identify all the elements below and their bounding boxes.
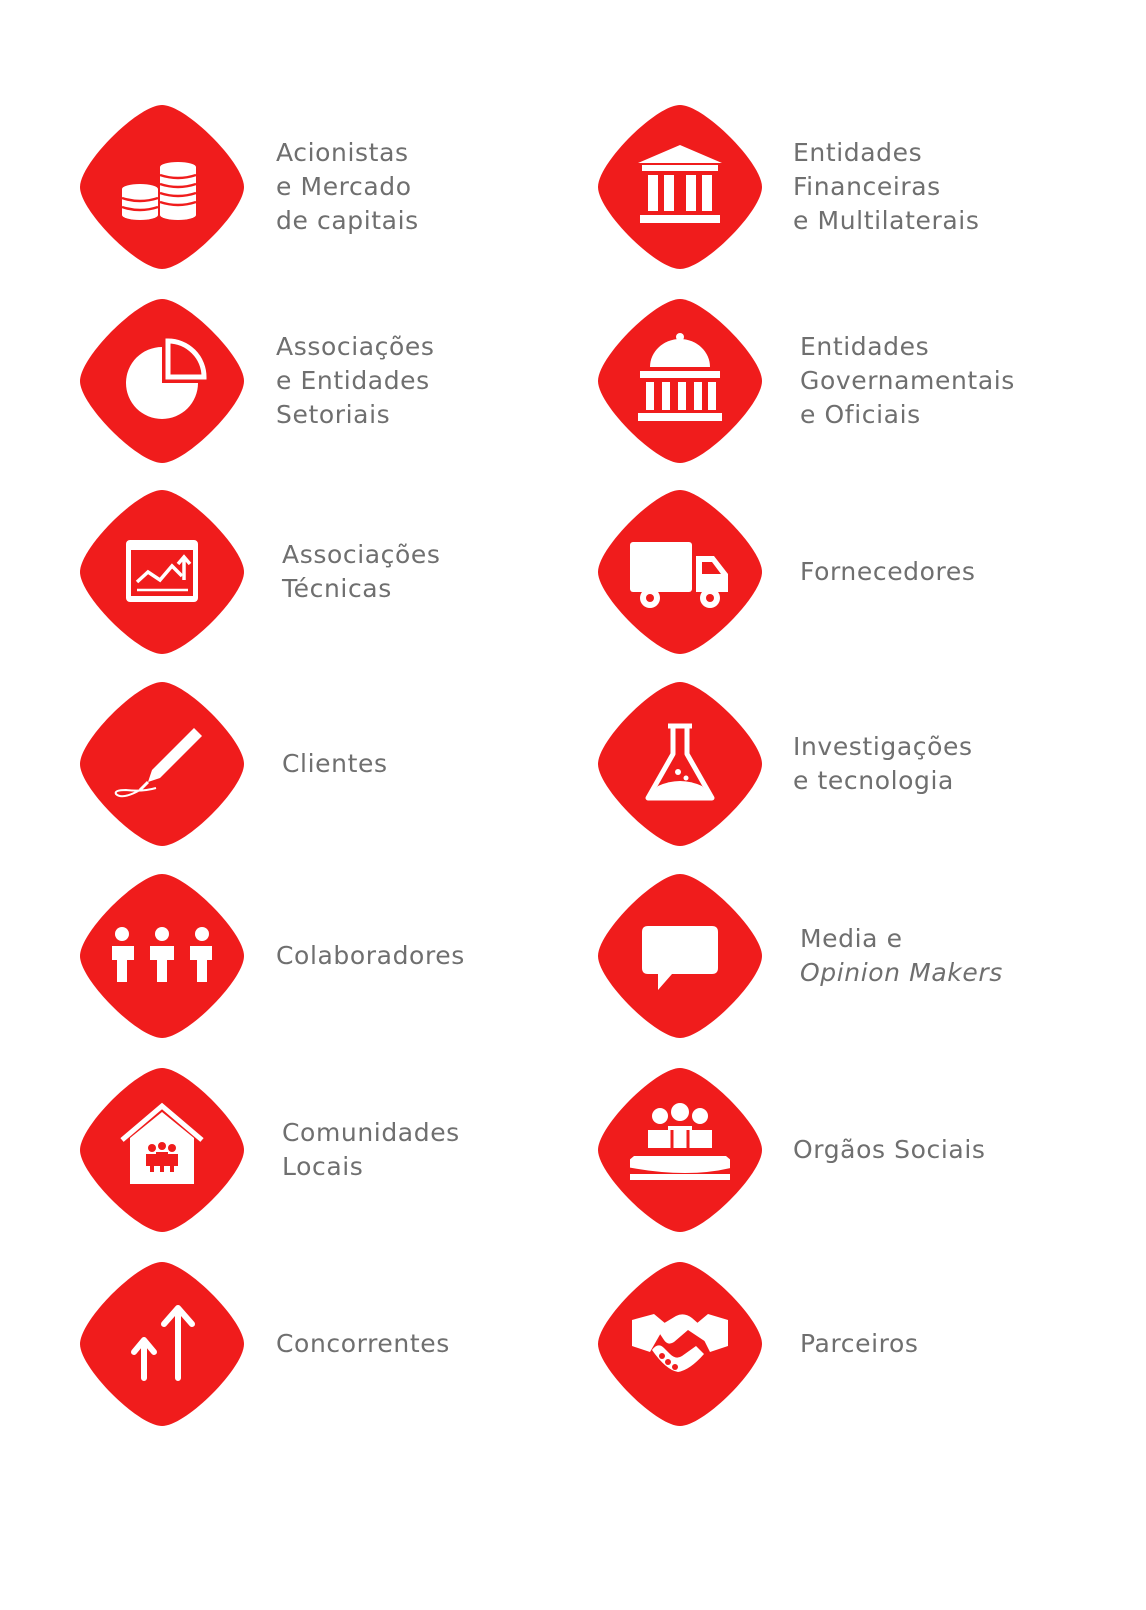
pie-chart-icon — [112, 331, 212, 431]
item-label — [793, 1066, 986, 1234]
label-line: Acionistas — [276, 138, 409, 167]
item-label — [800, 872, 1003, 1040]
label-line: de capitais — [276, 206, 419, 235]
badge — [78, 872, 246, 1040]
stakeholder-item — [78, 872, 578, 1042]
stakeholder-item — [78, 1260, 578, 1430]
capitol-icon — [630, 331, 730, 431]
label-line: e Mercado — [276, 172, 412, 201]
item-label — [800, 297, 1015, 465]
stakeholder-item — [596, 297, 1096, 467]
item-label — [282, 488, 441, 656]
label-line: Associações — [282, 540, 441, 569]
item-label — [282, 1066, 460, 1234]
stakeholder-item — [596, 1066, 1096, 1236]
item-label — [276, 297, 435, 465]
label-line: Associações — [276, 332, 435, 361]
stakeholder-item — [596, 103, 1096, 273]
handshake-icon — [630, 1294, 730, 1394]
arrows-up-icon — [112, 1294, 212, 1394]
badge — [78, 680, 246, 848]
label-line: Setoriais — [276, 400, 391, 429]
label-line: Financeiras — [793, 172, 941, 201]
stakeholder-item — [596, 488, 1096, 658]
truck-icon — [630, 522, 730, 622]
meeting-table-icon — [630, 1100, 730, 1200]
item-label — [276, 872, 465, 1040]
speech-bubble-icon — [630, 906, 730, 1006]
badge — [78, 488, 246, 656]
label-line: e Multilaterais — [793, 206, 980, 235]
badge — [596, 488, 764, 656]
stakeholder-item — [78, 103, 578, 273]
item-label — [800, 488, 975, 656]
label-line: Entidades — [793, 138, 923, 167]
label-line: Locais — [282, 1152, 364, 1181]
badge — [78, 1066, 246, 1234]
item-label — [793, 680, 973, 848]
badge — [78, 1260, 246, 1428]
stakeholder-item — [78, 1066, 578, 1236]
stakeholder-item — [596, 872, 1096, 1042]
label-line-italic: Opinion Makers — [800, 958, 1003, 987]
line-chart-icon — [112, 522, 212, 622]
pen-icon — [112, 714, 212, 814]
badge — [596, 680, 764, 848]
stakeholder-item — [78, 680, 578, 850]
item-label — [282, 680, 388, 848]
label-line: Clientes — [282, 749, 388, 778]
badge — [78, 103, 246, 271]
flask-icon — [630, 714, 730, 814]
coins-icon — [112, 137, 212, 237]
community-house-icon — [112, 1100, 212, 1200]
label-line: Governamentais — [800, 366, 1015, 395]
label-line: Concorrentes — [276, 1329, 450, 1358]
label-line: Parceiros — [800, 1329, 919, 1358]
badge — [596, 103, 764, 271]
label-line: Comunidades — [282, 1118, 460, 1147]
badge — [596, 1260, 764, 1428]
stakeholder-item — [596, 1260, 1096, 1430]
stakeholder-item — [78, 488, 578, 658]
badge — [596, 297, 764, 465]
label-line: e Entidades — [276, 366, 430, 395]
item-label — [800, 1260, 919, 1428]
badge — [596, 872, 764, 1040]
badge — [78, 297, 246, 465]
item-label — [276, 1260, 450, 1428]
stakeholder-item — [78, 297, 578, 467]
people-icon — [112, 906, 212, 1006]
label-line: e Oficiais — [800, 400, 921, 429]
stakeholder-item — [596, 680, 1096, 850]
item-label — [793, 103, 979, 271]
badge — [596, 1066, 764, 1234]
label-line: Técnicas — [282, 574, 392, 603]
label-line: Entidades — [800, 332, 930, 361]
label-line: Colaboradores — [276, 941, 465, 970]
label-line: e tecnologia — [793, 766, 954, 795]
label-line: Orgãos Sociais — [793, 1135, 986, 1164]
label-line: Media e — [800, 924, 903, 953]
bank-icon — [630, 137, 730, 237]
label-line: Fornecedores — [800, 557, 976, 586]
item-label — [276, 103, 419, 271]
label-line: Investigações — [793, 732, 973, 761]
